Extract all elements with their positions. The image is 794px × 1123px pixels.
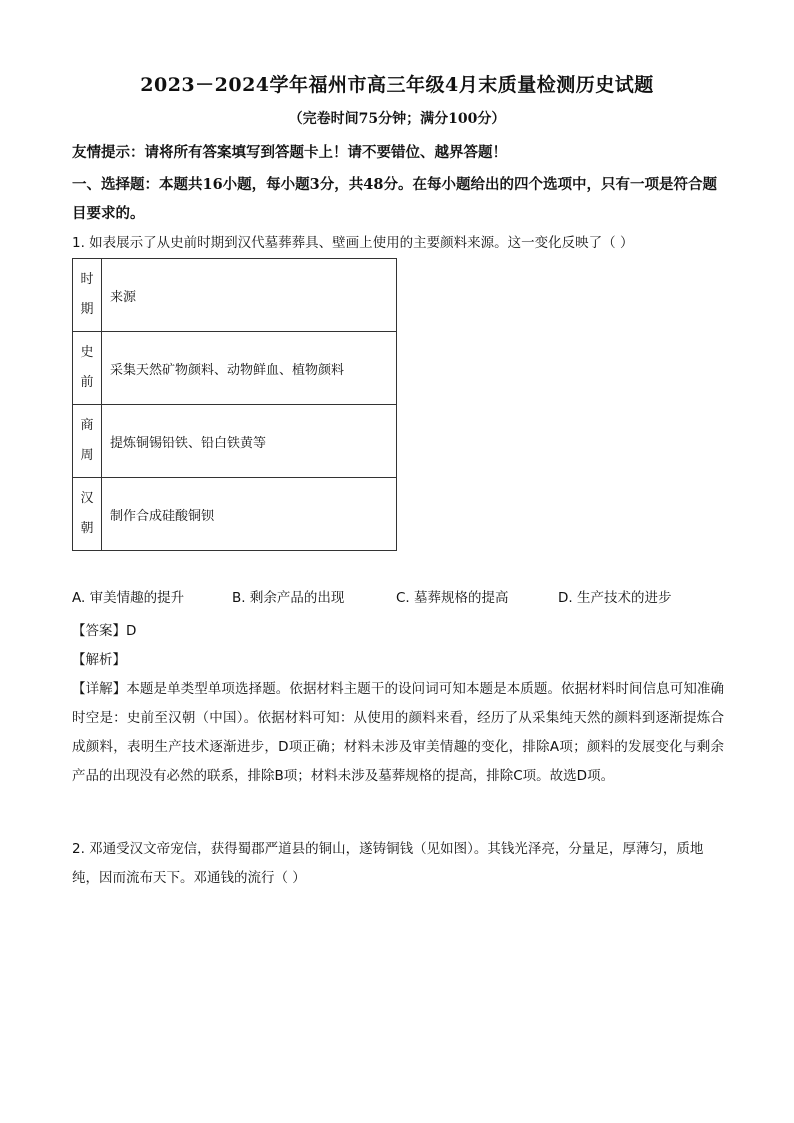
period-char: 商 <box>80 418 94 433</box>
table-cell-period <box>73 332 102 405</box>
period-char: 周 <box>80 448 94 463</box>
exam-subtitle: （完卷时间75分钟；满分100分） <box>288 111 506 127</box>
period-char: 时 <box>80 272 94 287</box>
detailed-explanation: 【详解】本题是单类型单项选择题。依据材料主题干的设问词可知本题是本质题。依据材料时间信息可知准确时空是：史前至汉朝（中国）。依据材料可知：从使用的颜料来看，经历了从采集纯天然的颜料到逐渐提炼合成颜料，表明生产技术逐渐进步，D项正确；材料未涉及审美情趣的变化，排除A项；颜料的发展变化与剩余产品的出现没有必然的联系，排除B项；材料未涉及墓葬规格的提高，排除C项。故选D项。 <box>72 681 724 784</box>
table-header-period <box>73 259 102 332</box>
table-cell-source: 采集天然矿物颜料、动物鲜血、植物颜料 <box>102 332 397 405</box>
option-c: C. 墓葬规格的提高 <box>396 590 509 606</box>
table-row <box>73 332 397 405</box>
analysis-label: 【解析】 <box>72 652 126 668</box>
answer-label: 【答案】D <box>72 623 137 639</box>
table-header-source: 来源 <box>102 259 397 332</box>
period-char: 期 <box>80 302 94 317</box>
section-heading: 一、选择题：本题共16小题，每小题3分，共48分。在每小题给出的四个选项中，只有一项是符合题目要求的。 <box>72 176 717 222</box>
question-1-stem: 1. 如表展示了从史前时期到汉代墓葬葬具、壁画上使用的主要颜料来源。这一变化反映了（ ） <box>72 235 634 251</box>
period-char: 史 <box>80 345 94 360</box>
question-2-stem: 2. 邓通受汉文帝宠信，获得蜀郡严道县的铜山，遂铸铜钱（见如图）。其钱光泽亮，分量足，厚薄匀，质地纯，因而流布天下。邓通钱的流行（ ） <box>72 841 704 886</box>
table-cell-period <box>73 478 102 551</box>
period-char: 朝 <box>80 521 94 536</box>
friendly-tip: 友情提示：请将所有答案填写到答题卡上！请不要错位、越界答题！ <box>72 144 507 161</box>
pigment-source-table <box>72 258 397 551</box>
option-b: B. 剩余产品的出现 <box>232 590 345 606</box>
period-char: 汉 <box>80 491 94 506</box>
table-header-row <box>73 259 397 332</box>
option-d: D. 生产技术的进步 <box>558 590 672 606</box>
exam-title: 2023－2024学年福州市高三年级4月末质量检测历史试题 <box>140 74 654 96</box>
table-row <box>73 478 397 551</box>
option-a: A. 审美情趣的提升 <box>72 590 185 606</box>
period-char: 前 <box>80 375 94 390</box>
table-cell-period <box>73 405 102 478</box>
table-cell-source: 提炼铜锡铅铁、铅白铁黄等 <box>102 405 397 478</box>
table-cell-source: 制作合成硅酸铜钡 <box>102 478 397 551</box>
table-row <box>73 405 397 478</box>
